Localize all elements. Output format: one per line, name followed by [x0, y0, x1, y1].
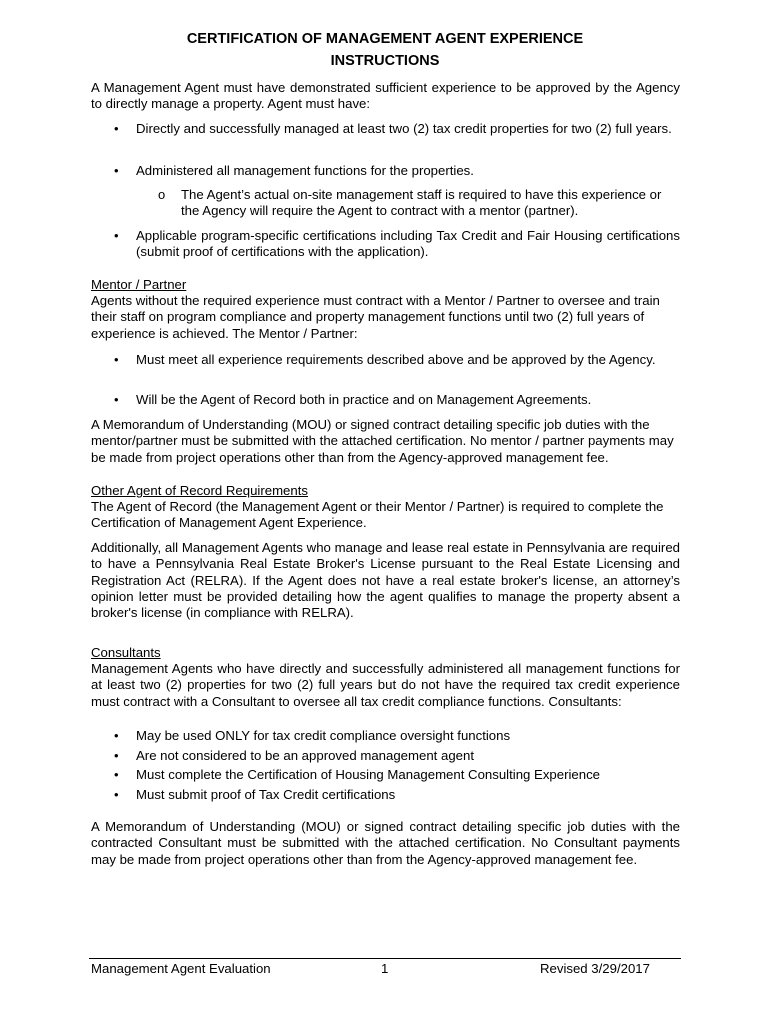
bullet-icon: •	[114, 163, 119, 178]
mentor-mou-paragraph: A Memorandum of Understanding (MOU) or signed contract detailing specific job duties with the mentor/partner must be submitted with the attached certification. No mentor / partner payments may be made from project operations other than from the Agency-approved management fee.	[91, 417, 674, 465]
document-title: CERTIFICATION OF MANAGEMENT AGENT EXPERIENCE	[186, 31, 584, 47]
page-number: 1	[381, 961, 389, 976]
consultants-mou-paragraph: A Memorandum of Understanding (MOU) or signed contract detailing specific job duties with the contracted Consultant must be submitted with the attached certification. No Consultant payments may be made from project operations other than from the Agency-approved management fee.	[91, 819, 680, 867]
requirement-item: Directly and successfully managed at least two (2) tax credit properties for two (2) full years.	[136, 121, 672, 136]
consultant-item: Must complete the Certification of Housing Management Consulting Experience	[136, 767, 601, 782]
bullet-icon: •	[114, 352, 119, 367]
consultant-item: Must submit proof of Tax Credit certifications	[136, 787, 396, 802]
footer-revision-date: Revised 3/29/2017	[540, 961, 650, 976]
broker-license-paragraph: Additionally, all Management Agents who manage and lease real estate in Pennsylvania are required to have a Pennsylvania Real Estate Broker's License pursuant to the Real Estate Licensing and Registration Act (RELRA). If the Agent does not have a real estate broker's license, an attorney’s opinion letter must be provided detailing how the agent qualifies to manage the property absent a broker's license (in compliance with RELRA).	[91, 540, 680, 621]
requirement-subitem: The Agent’s actual on-site management staff is required to have this experience or the Agency will require the Agent to contract with a mentor (partner).	[181, 187, 662, 219]
document-subtitle: INSTRUCTIONS	[330, 53, 440, 69]
footer-document-name: Management Agent Evaluation	[91, 961, 271, 976]
agent-of-record-paragraph: The Agent of Record (the Management Agent or their Mentor / Partner) is required to complete the Certification of Management Agent Experience.	[91, 499, 664, 531]
bullet-icon: •	[114, 787, 119, 802]
bullet-icon: •	[114, 121, 119, 136]
mentor-item: Will be the Agent of Record both in practice and on Management Agreements.	[136, 392, 592, 407]
requirement-item: Applicable program-specific certifications including Tax Credit and Fair Housing certifications (submit proof of certifications with the application).	[136, 228, 680, 260]
bullet-icon: •	[114, 728, 119, 743]
consultant-item: Are not considered to be an approved management agent	[136, 748, 474, 763]
section-heading-agent-of-record: Other Agent of Record Requirements	[91, 483, 308, 498]
footer-divider	[89, 958, 681, 959]
consultant-item: May be used ONLY for tax credit compliance oversight functions	[136, 728, 511, 743]
bullet-icon: •	[114, 748, 119, 763]
mentor-item: Must meet all experience requirements described above and be approved by the Agency.	[136, 352, 656, 367]
intro-paragraph: A Management Agent must have demonstrated sufficient experience to be approved by the Agency to directly manage a property. Agent must have:	[91, 80, 680, 112]
bullet-icon: •	[114, 392, 119, 407]
bullet-icon: •	[114, 767, 119, 782]
section-heading-mentor: Mentor / Partner	[91, 277, 187, 292]
bullet-icon: •	[114, 228, 119, 243]
consultants-paragraph: Management Agents who have directly and successfully administered all management functions for at least two (2) properties for two (2) full years but do not have the required tax credit experience must contract with a Consultant to oversee all tax credit compliance functions. Consultants:	[91, 661, 680, 709]
sub-bullet-icon: o	[158, 187, 166, 202]
requirement-item: Administered all management functions for the properties.	[136, 163, 474, 178]
mentor-paragraph: Agents without the required experience must contract with a Mentor / Partner to oversee and train their staff on program compliance and property management functions until two (2) full years of experience is achieved. The Mentor / Partner:	[91, 293, 660, 341]
section-heading-consultants: Consultants	[91, 645, 161, 660]
